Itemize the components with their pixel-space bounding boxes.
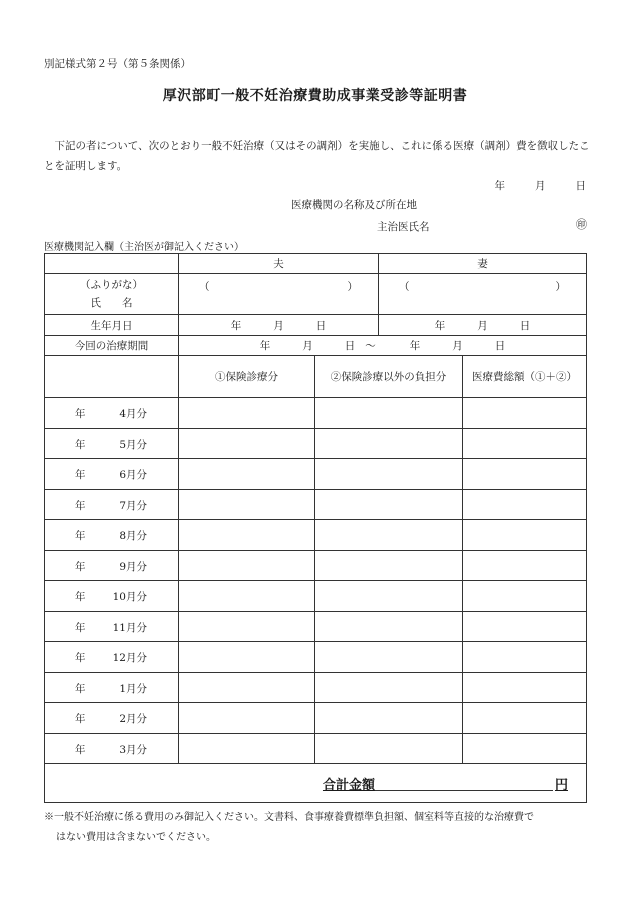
period-label: 今回の治療期間	[45, 336, 179, 356]
month-label: 8月分	[119, 530, 147, 542]
uninsured-amount-field[interactable]	[315, 581, 463, 612]
month-label: 9月分	[119, 560, 147, 573]
month-row	[45, 672, 587, 703]
month-row	[45, 459, 587, 490]
total-cost-field[interactable]	[463, 611, 587, 642]
total-cost-field[interactable]	[463, 489, 587, 520]
month-label: 3月分	[119, 743, 147, 756]
month-label: 1月分	[119, 682, 147, 695]
month-label-cell	[45, 398, 179, 429]
month-year-mark: 年	[75, 713, 86, 725]
uninsured-amount-field[interactable]	[315, 611, 463, 642]
month-label-cell	[45, 520, 179, 551]
month-row	[45, 398, 587, 429]
insured-amount-field[interactable]	[179, 459, 315, 490]
total-amount-field[interactable]	[375, 776, 553, 791]
form-number: 別記様式第２号（第５条関係）	[44, 58, 191, 70]
birthdate-row	[45, 315, 587, 336]
total-amount-cell	[45, 764, 587, 803]
cost-header-blank	[45, 356, 179, 398]
total-cost-header: 医療費総額（①＋②）	[463, 356, 587, 398]
month-row	[45, 703, 587, 734]
issue-year-label: 年	[494, 180, 505, 192]
month-label-cell	[45, 672, 179, 703]
total-cost-field[interactable]	[463, 703, 587, 734]
ymd-month: 月	[452, 340, 463, 352]
month-year-mark: 年	[75, 469, 86, 481]
month-row	[45, 733, 587, 764]
ymd-month: 月	[302, 340, 313, 352]
month-row	[45, 428, 587, 459]
month-year-mark: 年	[75, 682, 86, 695]
yen-unit: 円	[554, 777, 568, 793]
month-year-mark: 年	[75, 499, 86, 512]
uninsured-amount-field[interactable]	[315, 642, 463, 673]
ymd-day: 日	[494, 340, 506, 352]
uninsured-amount-field[interactable]	[315, 520, 463, 551]
insured-amount-field[interactable]	[179, 703, 315, 734]
paren-close: ）	[555, 281, 566, 293]
wife-header: 妻	[379, 254, 587, 274]
footnote-line-1: ※一般不妊治療に係る費用のみ御記入ください。文書料、食事療養費標準負担額、個室料等直接的な治療費で	[44, 812, 534, 823]
institution-label: 医療機関の名称及び所在地	[291, 199, 417, 211]
month-label-cell	[45, 611, 179, 642]
treatment-table	[44, 253, 587, 803]
husband-birthdate-field[interactable]	[179, 315, 379, 336]
month-label: 10月分	[112, 591, 147, 603]
month-label-cell	[45, 550, 179, 581]
total-cost-field[interactable]	[463, 642, 587, 673]
total-amount-label: 合計金額	[322, 777, 375, 793]
month-label-cell	[45, 581, 179, 612]
insured-amount-field[interactable]	[179, 672, 315, 703]
month-row	[45, 611, 587, 642]
wife-birthdate-field[interactable]	[379, 315, 587, 336]
paren-open: （	[399, 281, 410, 293]
ymd-year: 年	[259, 340, 271, 352]
ymd-year: 年	[434, 319, 446, 332]
month-label-cell	[45, 642, 179, 673]
insured-amount-field[interactable]	[179, 642, 315, 673]
husband-header: 夫	[179, 254, 379, 274]
month-row	[45, 520, 587, 551]
insured-amount-field[interactable]	[179, 428, 315, 459]
total-cost-field[interactable]	[463, 581, 587, 612]
footnote-line-2: はない費用は含まないでください。	[56, 832, 216, 843]
ymd-year: 年	[409, 340, 421, 352]
total-row	[45, 764, 587, 803]
period-row	[45, 336, 587, 356]
ymd-year: 年	[230, 319, 242, 332]
month-year-mark: 年	[75, 621, 86, 634]
uninsured-amount-field[interactable]	[315, 428, 463, 459]
month-label-cell	[45, 489, 179, 520]
month-label: 11月分	[112, 621, 147, 634]
uninsured-amount-field[interactable]	[315, 459, 463, 490]
ymd-day: 日	[315, 319, 327, 332]
month-row	[45, 581, 587, 612]
ymd-month: 月	[477, 319, 488, 332]
month-year-mark: 年	[75, 408, 86, 420]
month-label: 5月分	[119, 438, 147, 451]
period-field[interactable]	[179, 336, 587, 356]
issue-date	[495, 178, 587, 193]
name-label: 氏 名	[90, 297, 133, 309]
month-label: 6月分	[119, 469, 147, 481]
page-title: 厚沢部町一般不妊治療費助成事業受診等証明書	[162, 88, 468, 104]
ymd-day: 日	[344, 340, 356, 352]
ymd-day: 日	[519, 319, 531, 332]
month-year-mark: 年	[75, 652, 86, 664]
issue-month-label: 月	[535, 180, 546, 192]
month-label-cell	[45, 733, 179, 764]
month-label: 12月分	[112, 652, 147, 664]
table-header-row	[45, 254, 587, 274]
uninsured-amount-field[interactable]	[315, 398, 463, 429]
month-label-cell	[45, 703, 179, 734]
certification-statement: 下記の者について、次のとおり一般不妊治療（又はその調剤）を実施し、これに係る医療（調剤）費を徴収したことを証明します。	[44, 140, 590, 172]
month-row	[45, 550, 587, 581]
uninsured-amount-field[interactable]	[315, 672, 463, 703]
birthdate-label: 生年月日	[45, 315, 179, 336]
month-label-cell	[45, 459, 179, 490]
insured-amount-field[interactable]	[179, 398, 315, 429]
uninsured-header: ②保険診療以外の負担分	[315, 356, 463, 398]
total-cost-field[interactable]	[463, 550, 587, 581]
tilde: ～	[365, 340, 376, 352]
month-row	[45, 642, 587, 673]
section-label: 医療機関記入欄（主治医が御記入ください）	[44, 242, 244, 253]
husband-name-field[interactable]	[179, 274, 379, 315]
uninsured-amount-field[interactable]	[315, 550, 463, 581]
month-year-mark: 年	[75, 530, 86, 542]
insured-amount-field[interactable]	[179, 489, 315, 520]
total-cost-field[interactable]	[463, 398, 587, 429]
month-label: 2月分	[119, 713, 147, 725]
uninsured-amount-field[interactable]	[315, 489, 463, 520]
total-cost-field[interactable]	[463, 520, 587, 551]
seal-mark: ㊞	[576, 218, 587, 231]
month-label-cell	[45, 428, 179, 459]
month-year-mark: 年	[75, 743, 86, 756]
month-year-mark: 年	[75, 438, 86, 451]
footnote	[44, 808, 589, 848]
ymd-month: 月	[273, 319, 284, 332]
total-cost-field[interactable]	[463, 428, 587, 459]
furigana-label: （ふりがな）	[80, 279, 143, 291]
doctor-name-label: 主治医氏名	[377, 221, 430, 233]
month-label: 7月分	[119, 499, 147, 512]
month-row	[45, 489, 587, 520]
insured-amount-field[interactable]	[179, 550, 315, 581]
name-row	[45, 274, 587, 315]
cost-header-row	[45, 356, 587, 398]
insured-amount-field[interactable]	[179, 611, 315, 642]
total-cost-field[interactable]	[463, 459, 587, 490]
insured-amount-field[interactable]	[179, 520, 315, 551]
insured-amount-field[interactable]	[179, 581, 315, 612]
wife-name-field[interactable]	[379, 274, 587, 315]
month-year-mark: 年	[75, 560, 86, 573]
total-cost-field[interactable]	[463, 672, 587, 703]
month-year-mark: 年	[75, 591, 86, 603]
name-label-cell	[45, 274, 179, 315]
header-blank	[45, 254, 179, 274]
insured-header: ①保険診療分	[179, 356, 315, 398]
insured-amount-field[interactable]	[179, 733, 315, 764]
issue-day-label: 日	[575, 180, 586, 192]
month-label: 4月分	[119, 408, 147, 420]
total-cost-field[interactable]	[463, 733, 587, 764]
paren-open: （	[199, 281, 210, 293]
uninsured-amount-field[interactable]	[315, 703, 463, 734]
uninsured-amount-field[interactable]	[315, 733, 463, 764]
paren-close: ）	[347, 281, 358, 293]
